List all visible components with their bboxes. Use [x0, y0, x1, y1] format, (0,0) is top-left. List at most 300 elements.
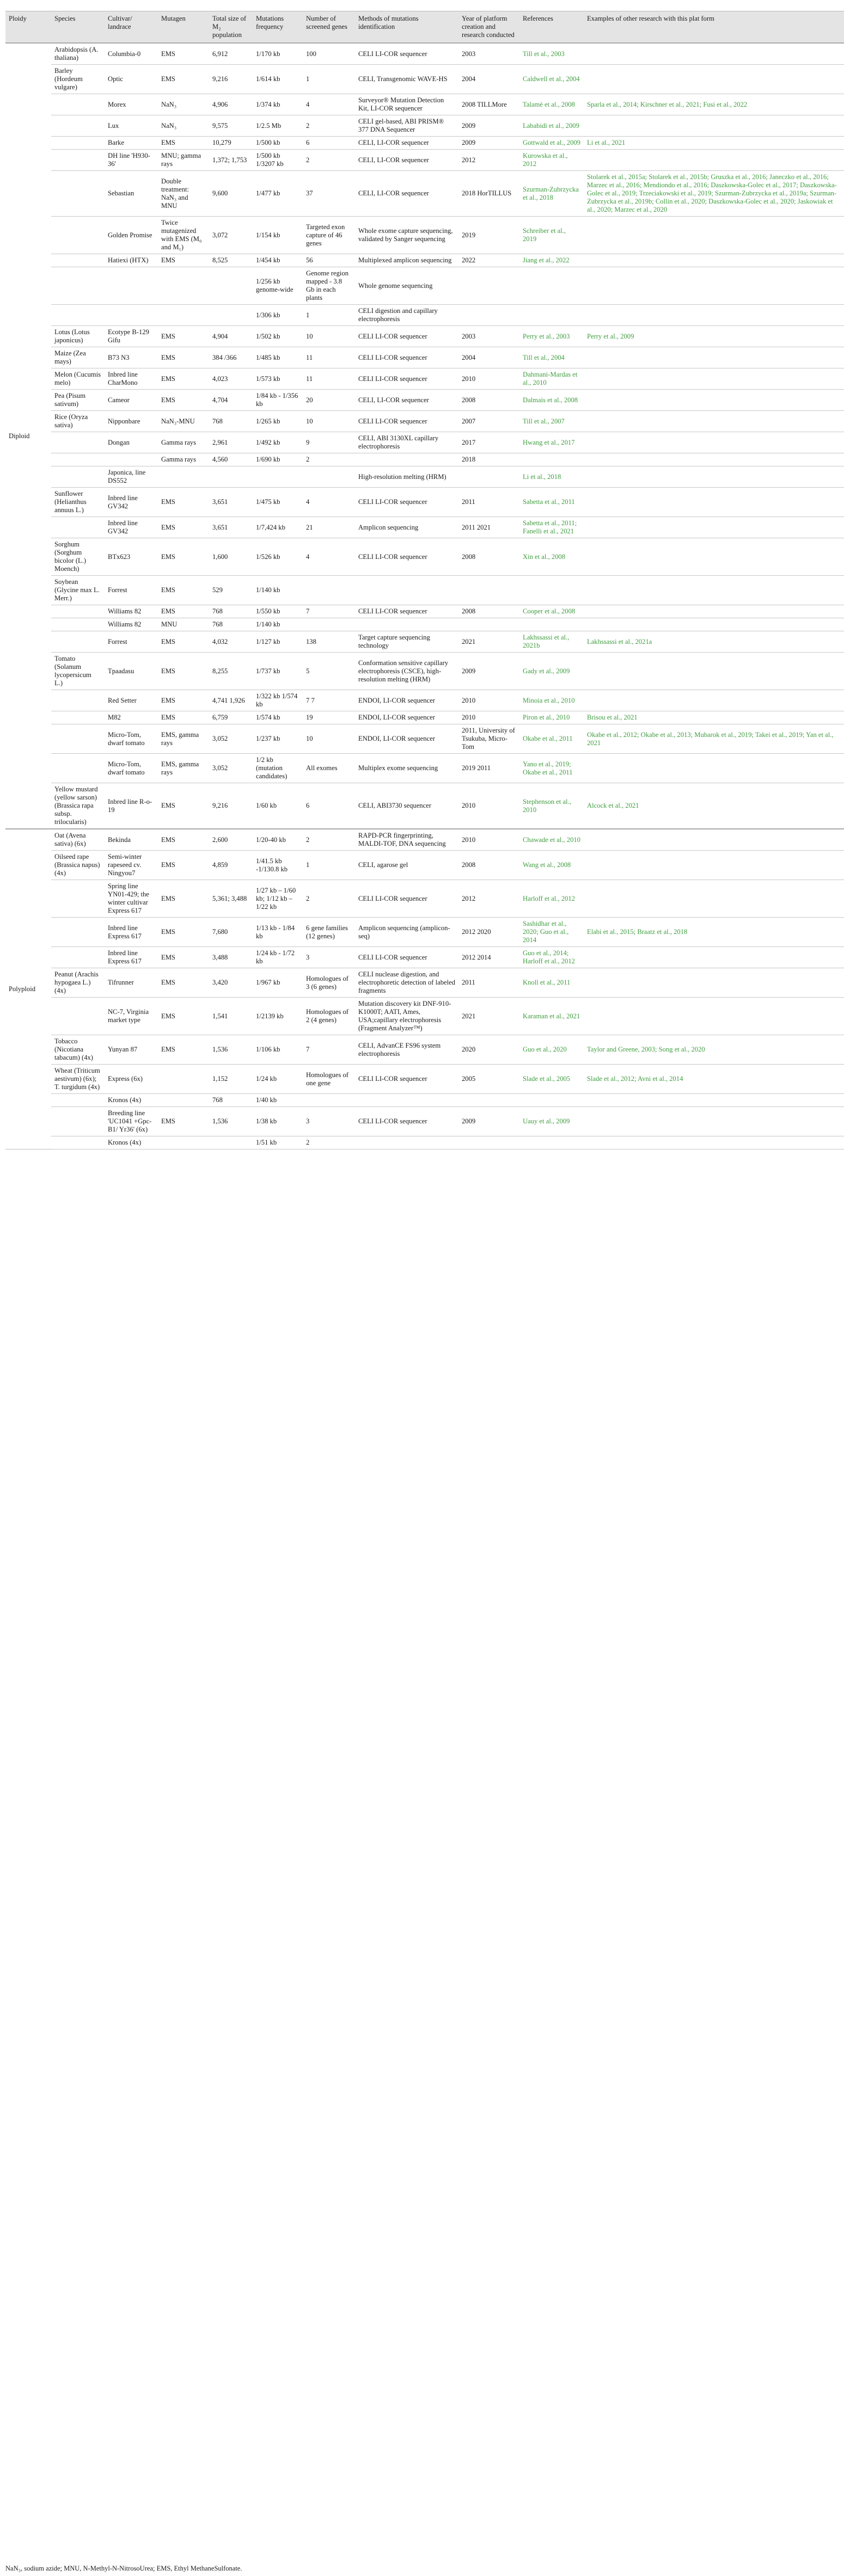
- other-research-cell[interactable]: [584, 43, 844, 65]
- screened-genes-cell: 6 gene families (12 genes): [303, 918, 355, 947]
- species-cell: [51, 1094, 105, 1107]
- table-row: [5, 254, 844, 267]
- other-research-cell[interactable]: Li et al., 2021: [584, 137, 844, 150]
- screened-genes-cell: 138: [303, 631, 355, 653]
- other-research-cell[interactable]: Brisou et al., 2021: [584, 711, 844, 724]
- cultivar-cell: Sebastian: [105, 171, 158, 217]
- table-row: [5, 851, 844, 880]
- screened-genes-cell: 9: [303, 432, 355, 453]
- cultivar-cell: [105, 267, 158, 305]
- species-cell: Oilseed rape (Brassica napus) (4x): [51, 851, 105, 880]
- references-cell[interactable]: Uauy et al., 2009: [519, 1107, 584, 1136]
- references-cell[interactable]: Dalmais et al., 2008: [519, 390, 584, 411]
- cultivar-cell: Lux: [105, 115, 158, 137]
- population-size-cell: [209, 1136, 253, 1149]
- table-row: [5, 267, 844, 305]
- other-research-cell[interactable]: [584, 880, 844, 918]
- screened-genes-cell: 21: [303, 517, 355, 538]
- species-cell: [51, 754, 105, 783]
- population-size-cell: 9,216: [209, 65, 253, 94]
- methods-cell: CELI LI-COR sequencer: [355, 411, 458, 432]
- cultivar-cell: [105, 305, 158, 326]
- year-cell: 2009: [458, 1107, 519, 1136]
- cultivar-cell: Golden Promise: [105, 217, 158, 254]
- methods-cell: [355, 618, 458, 631]
- population-size-cell: 2,961: [209, 432, 253, 453]
- references-cell[interactable]: Xin et al., 2008: [519, 538, 584, 576]
- mutagen-cell: EMS: [158, 829, 209, 851]
- species-cell: [51, 711, 105, 724]
- species-cell: [51, 466, 105, 488]
- population-size-cell: 1,372; 1,753: [209, 150, 253, 171]
- year-cell: 2009: [458, 653, 519, 690]
- cultivar-cell: [105, 453, 158, 466]
- other-research-cell[interactable]: [584, 1107, 844, 1136]
- references-cell[interactable]: Szurman-Zubrzycka et al., 2018: [519, 171, 584, 217]
- references-cell[interactable]: Cooper et al., 2008: [519, 605, 584, 618]
- other-research-cell[interactable]: Taylor and Greene, 2003; Song et al., 2020: [584, 1035, 844, 1065]
- population-size-cell: 1,152: [209, 1065, 253, 1094]
- other-research-cell[interactable]: [584, 576, 844, 605]
- screened-genes-cell: 4: [303, 94, 355, 115]
- methods-cell: Conformation sensitive capillary electrophoresis (CSCE), high-resolution melting (HRM): [355, 653, 458, 690]
- table-row: [5, 631, 844, 653]
- references-cell[interactable]: Lakhssassi et al., 2021b: [519, 631, 584, 653]
- cultivar-cell: DH line 'H930-36': [105, 150, 158, 171]
- species-cell: Lotus (Lotus japonicus): [51, 326, 105, 347]
- references-cell[interactable]: Hwang et al., 2017: [519, 432, 584, 453]
- cultivar-cell: BTx623: [105, 538, 158, 576]
- other-research-cell[interactable]: Alcock et al., 2021: [584, 783, 844, 829]
- methods-cell: CELI, LI-COR sequencer: [355, 171, 458, 217]
- methods-cell: Multiplex exome sequencing: [355, 754, 458, 783]
- references-cell[interactable]: Schreiber et al., 2019: [519, 217, 584, 254]
- mutation-frequency-cell: 1/256 kb genome-wide: [253, 267, 303, 305]
- year-cell: [458, 267, 519, 305]
- references-cell[interactable]: Till et al., 2003: [519, 43, 584, 65]
- references-cell[interactable]: Sabetta et al., 2011: [519, 488, 584, 517]
- mutation-frequency-cell: 1/265 kb: [253, 411, 303, 432]
- year-cell: 2010: [458, 711, 519, 724]
- mutation-frequency-cell: 1/51 kb: [253, 1136, 303, 1149]
- mutation-frequency-cell: 1/106 kb: [253, 1035, 303, 1065]
- methods-cell: Target capture sequencing technology: [355, 631, 458, 653]
- table-row: [5, 880, 844, 918]
- other-research-cell[interactable]: Perry et al., 2009: [584, 326, 844, 347]
- references-cell[interactable]: Guo et al., 2020: [519, 1035, 584, 1065]
- population-size-cell: 3,052: [209, 754, 253, 783]
- mutagen-cell: NaN₃: [158, 115, 209, 137]
- screened-genes-cell: 11: [303, 347, 355, 368]
- col-mutagen: Mutagen: [158, 11, 209, 44]
- references-cell[interactable]: [519, 1136, 584, 1149]
- other-research-cell[interactable]: [584, 390, 844, 411]
- year-cell: 2009: [458, 137, 519, 150]
- species-cell: [51, 1107, 105, 1136]
- population-size-cell: 1,600: [209, 538, 253, 576]
- references-cell[interactable]: [519, 453, 584, 466]
- year-cell: 2010: [458, 690, 519, 711]
- species-cell: Pea (Pisum sativum): [51, 390, 105, 411]
- references-cell[interactable]: Jiang et al., 2022: [519, 254, 584, 267]
- mutation-frequency-cell: 1/38 kb: [253, 1107, 303, 1136]
- col-year: Year of platform creation and research conducted: [458, 11, 519, 44]
- screened-genes-cell: 2: [303, 1136, 355, 1149]
- mutation-frequency-cell: 1/2 kb (mutation candidates): [253, 754, 303, 783]
- other-research-cell[interactable]: Lakhssassi et al., 2021a: [584, 631, 844, 653]
- species-cell: [51, 254, 105, 267]
- species-cell: [51, 453, 105, 466]
- species-cell: Arabidopsis (A. thaliana): [51, 43, 105, 65]
- references-cell[interactable]: Yano et al., 2019; Okabe et al., 2011: [519, 754, 584, 783]
- species-cell: [51, 998, 105, 1035]
- references-cell[interactable]: [519, 267, 584, 305]
- table-row: [5, 1107, 844, 1136]
- table-row: [5, 466, 844, 488]
- year-cell: [458, 618, 519, 631]
- table-row: [5, 326, 844, 347]
- species-cell: [51, 94, 105, 115]
- year-cell: 2005: [458, 1065, 519, 1094]
- year-cell: 2018 HorTILLUS: [458, 171, 519, 217]
- other-research-cell[interactable]: Stolarek et al., 2015a; Stolarek et al., 2015b; Gruszka et al., 2016; Janeczko et al., 2016; Marzec et al., 2016; Mendiondo et al., 2016; Daszkowska-Golec et al., 2017; Daszkowska-Golec et al., 2019; Trzeciakowski et al., 2019; Szurman-Zubrzycka et al., 2019a; Szurman-Zubrzycka et al., 2019b; Collin et al., 2020; Daszkowska-Golec et al., 2020; Jaskowiak et al., 2020; Marzec et al., 2020: [584, 171, 844, 217]
- references-cell[interactable]: Chawade et al., 2010: [519, 829, 584, 851]
- cultivar-cell: M82: [105, 711, 158, 724]
- references-cell[interactable]: Harloff et al., 2012: [519, 880, 584, 918]
- mutation-frequency-cell: 1/526 kb: [253, 538, 303, 576]
- species-cell: Tomato (Solanum lycopersicum L.): [51, 653, 105, 690]
- table-row: [5, 998, 844, 1035]
- population-size-cell: 4,741 1,926: [209, 690, 253, 711]
- mutagen-cell: EMS: [158, 326, 209, 347]
- screened-genes-cell: 2: [303, 880, 355, 918]
- other-research-cell[interactable]: [584, 488, 844, 517]
- population-size-cell: 768: [209, 1094, 253, 1107]
- other-research-cell[interactable]: [584, 968, 844, 998]
- species-cell: [51, 217, 105, 254]
- population-size-cell: 768: [209, 618, 253, 631]
- population-size-cell: 1,536: [209, 1107, 253, 1136]
- year-cell: 2021: [458, 998, 519, 1035]
- mutation-frequency-cell: 1/170 kb: [253, 43, 303, 65]
- references-cell[interactable]: Sabetta et al., 2011; Fanelli et al., 2021: [519, 517, 584, 538]
- mutagen-cell: EMS: [158, 711, 209, 724]
- references-cell[interactable]: Minoia et al., 2010: [519, 690, 584, 711]
- species-cell: Sunflower (Helianthus annuus L.): [51, 488, 105, 517]
- table-row: [5, 411, 844, 432]
- mutagen-cell: EMS: [158, 347, 209, 368]
- references-cell[interactable]: Karaman et al., 2021: [519, 998, 584, 1035]
- col-mutation-frequency: Mutations frequency: [253, 11, 303, 44]
- year-cell: 2019 2011: [458, 754, 519, 783]
- other-research-cell[interactable]: [584, 538, 844, 576]
- other-research-cell[interactable]: [584, 115, 844, 137]
- mutation-frequency-cell: 1/24 kb: [253, 1065, 303, 1094]
- mutation-frequency-cell: 1/374 kb: [253, 94, 303, 115]
- references-cell[interactable]: [519, 305, 584, 326]
- other-research-cell[interactable]: [584, 150, 844, 171]
- table-row: [5, 115, 844, 137]
- year-cell: 2011: [458, 968, 519, 998]
- mutation-frequency-cell: 1/574 kb: [253, 711, 303, 724]
- mutation-frequency-cell: 1/967 kb: [253, 968, 303, 998]
- mutation-frequency-cell: 1/502 kb: [253, 326, 303, 347]
- table-row: [5, 137, 844, 150]
- species-cell: Soybean (Glycine max L. Merr.): [51, 576, 105, 605]
- screened-genes-cell: [303, 618, 355, 631]
- cultivar-cell: Tpaadasu: [105, 653, 158, 690]
- references-cell[interactable]: Wang et al., 2008: [519, 851, 584, 880]
- species-cell: [51, 605, 105, 618]
- references-cell[interactable]: Gady et al., 2009: [519, 653, 584, 690]
- cultivar-cell: Columbia-0: [105, 43, 158, 65]
- year-cell: 2012 2014: [458, 947, 519, 968]
- table-row: [5, 829, 844, 851]
- references-cell[interactable]: Piron et al., 2010: [519, 711, 584, 724]
- mutagen-cell: EMS: [158, 43, 209, 65]
- screened-genes-cell: Homologues of one gene: [303, 1065, 355, 1094]
- references-cell[interactable]: Till et al., 2004: [519, 347, 584, 368]
- other-research-cell[interactable]: [584, 605, 844, 618]
- screened-genes-cell: 10: [303, 724, 355, 754]
- cultivar-cell: Williams 82: [105, 618, 158, 631]
- methods-cell: CELI, AdvanCE FS96 system electrophoresis: [355, 1035, 458, 1065]
- references-cell[interactable]: Knoll et al., 2011: [519, 968, 584, 998]
- other-research-cell[interactable]: [584, 267, 844, 305]
- other-research-cell[interactable]: [584, 347, 844, 368]
- mutation-frequency-cell: 1/690 kb: [253, 453, 303, 466]
- year-cell: 2010: [458, 368, 519, 390]
- references-cell[interactable]: Caldwell et al., 2004: [519, 65, 584, 94]
- other-research-cell[interactable]: [584, 517, 844, 538]
- mutation-frequency-cell: 1/573 kb: [253, 368, 303, 390]
- cultivar-cell: Morex: [105, 94, 158, 115]
- other-research-cell[interactable]: [584, 653, 844, 690]
- species-cell: Maize (Zea mays): [51, 347, 105, 368]
- population-size-cell: 8,525: [209, 254, 253, 267]
- cultivar-cell: Dongan: [105, 432, 158, 453]
- screened-genes-cell: Homologues of 2 (4 genes): [303, 998, 355, 1035]
- mutation-frequency-cell: 1/614 kb: [253, 65, 303, 94]
- other-research-cell[interactable]: [584, 466, 844, 488]
- methods-cell: High-resolution melting (HRM): [355, 466, 458, 488]
- species-cell: [51, 918, 105, 947]
- other-research-cell[interactable]: Slade et al., 2012; Avni et al., 2014: [584, 1065, 844, 1094]
- year-cell: 2022: [458, 254, 519, 267]
- other-research-cell[interactable]: [584, 829, 844, 851]
- other-research-cell[interactable]: [584, 65, 844, 94]
- mutation-frequency-cell: 1/140 kb: [253, 618, 303, 631]
- mutagen-cell: EMS: [158, 65, 209, 94]
- mutagen-cell: EMS: [158, 880, 209, 918]
- year-cell: 2008: [458, 538, 519, 576]
- other-research-cell[interactable]: [584, 217, 844, 254]
- mutagen-cell: EMS: [158, 690, 209, 711]
- mutation-frequency-cell: 1/237 kb: [253, 724, 303, 754]
- screened-genes-cell: 19: [303, 711, 355, 724]
- header-row: [5, 11, 844, 44]
- population-size-cell: 4,906: [209, 94, 253, 115]
- mutagen-cell: Double treatment: NaN₃ and MNU: [158, 171, 209, 217]
- year-cell: [458, 466, 519, 488]
- mutation-frequency-cell: 1/60 kb: [253, 783, 303, 829]
- cultivar-cell: Yunyan 87: [105, 1035, 158, 1065]
- screened-genes-cell: [303, 466, 355, 488]
- references-cell[interactable]: Till et al., 2007: [519, 411, 584, 432]
- table-row: [5, 947, 844, 968]
- references-cell[interactable]: Gottwald et al., 2009: [519, 137, 584, 150]
- species-cell: [51, 724, 105, 754]
- other-research-cell[interactable]: [584, 254, 844, 267]
- references-cell[interactable]: Talamè et al., 2008: [519, 94, 584, 115]
- methods-cell: CELI nuclease digestion, and electrophoretic detection of labeled fragments: [355, 968, 458, 998]
- screened-genes-cell: 37: [303, 171, 355, 217]
- col-cultivar: Cultivar/ landrace: [105, 11, 158, 44]
- mutagen-cell: EMS, gamma rays: [158, 724, 209, 754]
- methods-cell: CELI LI-COR sequencer: [355, 488, 458, 517]
- mutagen-cell: [158, 466, 209, 488]
- references-cell[interactable]: Li et al., 2018: [519, 466, 584, 488]
- references-cell[interactable]: Dahmani-Mardas et al., 2010: [519, 368, 584, 390]
- species-cell: Melon (Cucumis melo): [51, 368, 105, 390]
- table-body: [5, 43, 844, 1149]
- screened-genes-cell: All exomes: [303, 754, 355, 783]
- screened-genes-cell: 100: [303, 43, 355, 65]
- other-research-cell[interactable]: [584, 411, 844, 432]
- mutation-frequency-cell: 1/140 kb: [253, 576, 303, 605]
- other-research-cell[interactable]: [584, 1094, 844, 1107]
- other-research-cell[interactable]: [584, 618, 844, 631]
- mutagen-cell: EMS: [158, 947, 209, 968]
- references-cell[interactable]: [519, 1094, 584, 1107]
- references-cell[interactable]: Lababidi et al., 2009: [519, 115, 584, 137]
- table-row: [5, 968, 844, 998]
- screened-genes-cell: 1: [303, 65, 355, 94]
- year-cell: 2010: [458, 829, 519, 851]
- methods-cell: CELI LI-COR sequencer: [355, 43, 458, 65]
- cultivar-cell: Forrest: [105, 576, 158, 605]
- table-row: [5, 618, 844, 631]
- references-cell[interactable]: Guo et al., 2014; Harloff et al., 2012: [519, 947, 584, 968]
- methods-cell: ENDOI, LI-COR sequencer: [355, 690, 458, 711]
- references-cell[interactable]: [519, 576, 584, 605]
- mutagen-cell: EMS: [158, 605, 209, 618]
- other-research-cell[interactable]: [584, 851, 844, 880]
- screened-genes-cell: 10: [303, 326, 355, 347]
- cultivar-cell: Barke: [105, 137, 158, 150]
- other-research-cell[interactable]: Sparla et al., 2014; Kirschner et al., 2021; Fusi et al., 2022: [584, 94, 844, 115]
- other-research-cell[interactable]: [584, 432, 844, 453]
- cultivar-cell: NC-7, Virginia market type: [105, 998, 158, 1035]
- mutagen-cell: [158, 1094, 209, 1107]
- mutagen-cell: EMS: [158, 254, 209, 267]
- mutation-frequency-cell: 1/485 kb: [253, 347, 303, 368]
- references-cell[interactable]: Slade et al., 2005: [519, 1065, 584, 1094]
- mutagen-cell: EMS: [158, 851, 209, 880]
- other-research-cell[interactable]: [584, 368, 844, 390]
- cultivar-cell: Cameor: [105, 390, 158, 411]
- references-cell[interactable]: Sashidhar et al., 2020; Guo et al., 2014: [519, 918, 584, 947]
- species-cell: [51, 880, 105, 918]
- screened-genes-cell: 2: [303, 150, 355, 171]
- species-cell: [51, 690, 105, 711]
- species-cell: Sorghum (Sorghum bicolor (L.) Moench): [51, 538, 105, 576]
- references-cell[interactable]: [519, 618, 584, 631]
- table-row: [5, 724, 844, 754]
- cultivar-cell: Inbred line CharMono: [105, 368, 158, 390]
- table-row: [5, 453, 844, 466]
- methods-cell: ENDOI, LI-COR sequencer: [355, 724, 458, 754]
- mutagen-cell: MNU; gamma rays: [158, 150, 209, 171]
- cultivar-cell: Bekinda: [105, 829, 158, 851]
- other-research-cell[interactable]: Elabi et al., 2015; Braatz et al., 2018: [584, 918, 844, 947]
- year-cell: [458, 1136, 519, 1149]
- mutagen-cell: Gamma rays: [158, 432, 209, 453]
- table-row: [5, 918, 844, 947]
- species-cell: Tobacco (Nicotiana tabacum) (4x): [51, 1035, 105, 1065]
- species-cell: [51, 947, 105, 968]
- col-ploidy: Ploidy: [5, 11, 51, 44]
- mutation-frequency-cell: 1/84 kb - 1/356 kb: [253, 390, 303, 411]
- species-cell: [51, 137, 105, 150]
- mutagen-cell: Twice mutagenized with EMS (M₀ and M₁): [158, 217, 209, 254]
- screened-genes-cell: Targeted exon capture of 46 genes: [303, 217, 355, 254]
- other-research-cell[interactable]: [584, 998, 844, 1035]
- mutagen-cell: EMS: [158, 538, 209, 576]
- references-cell[interactable]: Perry et al., 2003: [519, 326, 584, 347]
- table-row: [5, 368, 844, 390]
- references-cell[interactable]: Okabe et al., 2011: [519, 724, 584, 754]
- mutagen-cell: EMS: [158, 368, 209, 390]
- col-screened-genes: Number of screened genes: [303, 11, 355, 44]
- other-research-cell[interactable]: [584, 690, 844, 711]
- year-cell: 2011 2021: [458, 517, 519, 538]
- mutagen-cell: EMS: [158, 576, 209, 605]
- references-cell[interactable]: Kurowska et al., 2012: [519, 150, 584, 171]
- other-research-cell[interactable]: [584, 305, 844, 326]
- col-methods: Methods of mutations identification: [355, 11, 458, 44]
- table-row: [5, 517, 844, 538]
- species-cell: [51, 432, 105, 453]
- col-references: References: [519, 11, 584, 44]
- population-size-cell: 3,420: [209, 968, 253, 998]
- year-cell: 2012 2020: [458, 918, 519, 947]
- population-size-cell: 7,680: [209, 918, 253, 947]
- references-cell[interactable]: Stephenson et al., 2010: [519, 783, 584, 829]
- species-cell: Wheat (Triticum aestivum) (6x); T. turgidum (4x): [51, 1065, 105, 1094]
- population-size-cell: [209, 305, 253, 326]
- mutagen-cell: EMS: [158, 918, 209, 947]
- species-cell: [51, 305, 105, 326]
- screened-genes-cell: [303, 576, 355, 605]
- other-research-cell[interactable]: [584, 453, 844, 466]
- population-size-cell: 768: [209, 605, 253, 618]
- screened-genes-cell: 6: [303, 783, 355, 829]
- other-research-cell[interactable]: [584, 754, 844, 783]
- mutagen-cell: EMS: [158, 783, 209, 829]
- mutation-frequency-cell: 1/500 kb 1/3207 kb: [253, 150, 303, 171]
- cultivar-cell: Optic: [105, 65, 158, 94]
- population-size-cell: 384 /366: [209, 347, 253, 368]
- other-research-cell[interactable]: [584, 1136, 844, 1149]
- other-research-cell[interactable]: Okabe et al., 2012; Okabe et al., 2013; Mubarok et al., 2019; Takei et al., 2019; Yan et al., 2021: [584, 724, 844, 754]
- other-research-cell[interactable]: [584, 947, 844, 968]
- mutation-frequency-cell: 1/20-40 kb: [253, 829, 303, 851]
- table-footnote: NaN₃, sodium azide; MNU, N-Methyl-N-NitrosoUrea; EMS, Ethyl MethaneSulfonate.: [5, 2565, 242, 2572]
- species-cell: [51, 150, 105, 171]
- table-row: [5, 653, 844, 690]
- screened-genes-cell: 10: [303, 411, 355, 432]
